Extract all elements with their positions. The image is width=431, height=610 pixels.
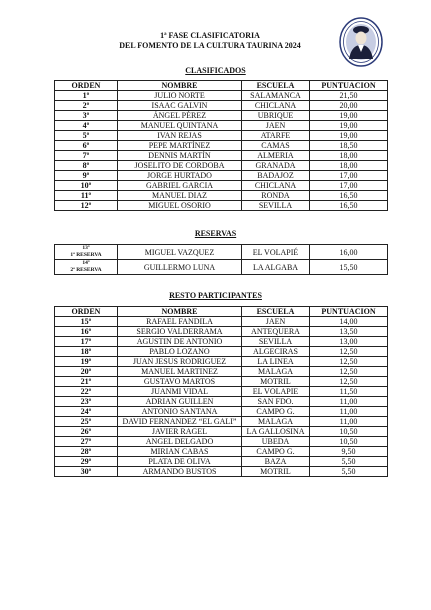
table-row (55, 407, 388, 417)
nombre-cell: JAVIER RAGEL (118, 427, 242, 437)
table-row (55, 397, 388, 407)
table-row (55, 181, 388, 191)
puntuacion-cell: 11,00 (310, 397, 388, 407)
escuela-cell: MOTRIL (242, 377, 310, 387)
table-row (55, 467, 388, 477)
document-title-line2: DEL FOMENTO DE LA CULTURA TAURINA 2024 (119, 41, 301, 50)
table-row (55, 171, 388, 181)
orden-cell: 16º (55, 327, 118, 337)
nombre-cell: JUAN JESUS RODRIGUEZ (118, 357, 242, 367)
puntuacion-cell: 5,50 (310, 457, 388, 467)
table-row (55, 417, 388, 427)
reserve-row (55, 260, 388, 275)
table-row (55, 337, 388, 347)
puntuacion-cell: 21,50 (310, 91, 388, 101)
puntuacion-cell: 9,50 (310, 447, 388, 457)
table-row (55, 327, 388, 337)
puntuacion-cell: 19,00 (310, 131, 388, 141)
puntuacion-cell: 13,00 (310, 337, 388, 347)
table-row (55, 161, 388, 171)
escuela-cell: MOTRIL (242, 467, 310, 477)
orden-cell: 7º (55, 151, 118, 161)
orden-cell: 30º (55, 467, 118, 477)
nombre-cell: ARMANDO BUSTOS (118, 467, 242, 477)
puntuacion-cell: 18,50 (310, 141, 388, 151)
orden-cell: 15º (55, 317, 118, 327)
reserve-position: 14º (82, 260, 90, 266)
escuela-cell: LA ALGABA (242, 260, 310, 275)
column-header-escuela: ESCUELA (242, 307, 310, 317)
escuela-cell: CAMAS (242, 141, 310, 151)
puntuacion-cell: 19,00 (310, 111, 388, 121)
orden-cell: 9º (55, 171, 118, 181)
reserve-label: 1ª RESERVA (70, 252, 102, 258)
table-row (55, 151, 388, 161)
nombre-cell: JOSELITO DE CORDOBA (118, 161, 242, 171)
orden-cell: 3º (55, 111, 118, 121)
column-header-puntuacion: PUNTUACION (310, 81, 388, 91)
table-row (55, 191, 388, 201)
escuela-cell: SEVILLA (242, 337, 310, 347)
puntuacion-cell: 16,00 (310, 245, 388, 260)
puntuacion-cell: 5,50 (310, 467, 388, 477)
nombre-cell: DENNIS MARTÍN (118, 151, 242, 161)
puntuacion-cell: 11,50 (310, 387, 388, 397)
orden-cell: 10º (55, 181, 118, 191)
orden-cell: 17º (55, 337, 118, 347)
puntuacion-cell: 12,50 (310, 367, 388, 377)
orden-cell: 6º (55, 141, 118, 151)
escuela-cell: CHICLANA (242, 101, 310, 111)
orden-cell: 5º (55, 131, 118, 141)
nombre-cell: ANGEL DELGADO (118, 437, 242, 447)
nombre-cell: MIGUEL VAZQUEZ (118, 245, 242, 260)
table-header-row (55, 81, 388, 91)
puntuacion-cell: 10,50 (310, 437, 388, 447)
escuela-cell: SEVILLA (242, 201, 310, 211)
column-header-nombre: NOMBRE (118, 81, 242, 91)
escuela-cell: CAMPO G. (242, 447, 310, 457)
puntuacion-cell: 19,00 (310, 121, 388, 131)
escuela-cell: JAEN (242, 121, 310, 131)
escuela-cell: BAZA (242, 457, 310, 467)
nombre-cell: RAFAEL FANDILA (118, 317, 242, 327)
orden-cell: 20º (55, 367, 118, 377)
table-row (55, 111, 388, 121)
column-header-orden: ORDEN (55, 307, 118, 317)
escuela-cell: GRANADA (242, 161, 310, 171)
escuela-cell: LA GALLOSINA (242, 427, 310, 437)
orden-cell (55, 260, 118, 275)
table-row (55, 131, 388, 141)
nombre-cell: PLATA DE OLIVA (118, 457, 242, 467)
escuela-cell: UBRIQUE (242, 111, 310, 121)
escuela-cell: BADAJOZ (242, 171, 310, 181)
nombre-cell: MIGUEL OSORIO (118, 201, 242, 211)
nombre-cell: ISAAC GALVIN (118, 101, 242, 111)
escuela-cell: ATARFE (242, 131, 310, 141)
escuela-cell: MALAGA (242, 417, 310, 427)
table-row (55, 427, 388, 437)
escuela-cell: EL VOLAPIE (242, 387, 310, 397)
table-row (55, 101, 388, 111)
puntuacion-cell: 18,00 (310, 161, 388, 171)
column-header-escuela: ESCUELA (242, 81, 310, 91)
table-row (55, 201, 388, 211)
orden-cell: 11º (55, 191, 118, 201)
nombre-cell: JULIO NORTE (118, 91, 242, 101)
reserve-row (55, 245, 388, 260)
clasificados-table (54, 80, 388, 211)
puntuacion-cell: 17,00 (310, 181, 388, 191)
puntuacion-cell: 17,00 (310, 171, 388, 181)
nombre-cell: IVAN REJAS (118, 131, 242, 141)
orden-cell: 24º (55, 407, 118, 417)
orden-cell: 29º (55, 457, 118, 467)
nombre-cell: JUANMI VIDAL (118, 387, 242, 397)
orden-cell: 12º (55, 201, 118, 211)
nombre-cell: PEPE MARTÍNEZ (118, 141, 242, 151)
puntuacion-cell: 13,50 (310, 327, 388, 337)
orden-cell: 18º (55, 347, 118, 357)
table-row (55, 141, 388, 151)
reservas-table (54, 244, 388, 275)
nombre-cell: ANTONIO SANTANA (118, 407, 242, 417)
puntuacion-cell: 20,00 (310, 101, 388, 111)
escuela-cell: MALAGA (242, 367, 310, 377)
table-header-row (55, 307, 388, 317)
nombre-cell: MIRIAN CABAS (118, 447, 242, 457)
nombre-cell: SERGIO VALDERRAMA (118, 327, 242, 337)
orden-cell: 26º (55, 427, 118, 437)
section-title-clasificados: CLASIFICADOS (185, 66, 246, 75)
puntuacion-cell: 14,00 (310, 317, 388, 327)
column-header-nombre: NOMBRE (118, 307, 242, 317)
escuela-cell: ALGECIRAS (242, 347, 310, 357)
column-header-puntuacion: PUNTUACION (310, 307, 388, 317)
nombre-cell: MANUEL DIAZ (118, 191, 242, 201)
puntuacion-cell: 18,00 (310, 151, 388, 161)
puntuacion-cell: 12,50 (310, 377, 388, 387)
reserve-label: 2ª RESERVA (70, 267, 102, 273)
puntuacion-cell: 12,50 (310, 347, 388, 357)
escuela-cell: UBEDA (242, 437, 310, 447)
escuela-cell: LA LINEA (242, 357, 310, 367)
nombre-cell: DAVID FERNANDEZ “EL GALI” (118, 417, 242, 427)
bullfighter-portrait-seal-icon (339, 17, 383, 67)
nombre-cell: GUILLERMO LUNA (118, 260, 242, 275)
nombre-cell: PABLO LOZANO (118, 347, 242, 357)
table-row (55, 367, 388, 377)
escuela-cell: EL VOLAPIÉ (242, 245, 310, 260)
puntuacion-cell: 10,50 (310, 427, 388, 437)
escuela-cell: SAN FDO. (242, 397, 310, 407)
orden-cell: 21º (55, 377, 118, 387)
nombre-cell: MANUEL QUINTANA (118, 121, 242, 131)
column-header-orden: ORDEN (55, 81, 118, 91)
reserve-position: 13º (82, 245, 90, 251)
escuela-cell: SALAMANCA (242, 91, 310, 101)
escuela-cell: CHICLANA (242, 181, 310, 191)
table-row (55, 437, 388, 447)
escuela-cell: ANTEQUERA (242, 327, 310, 337)
puntuacion-cell: 11,00 (310, 417, 388, 427)
table-row (55, 387, 388, 397)
escuela-cell: RONDA (242, 191, 310, 201)
table-row (55, 317, 388, 327)
table-row (55, 457, 388, 467)
table-row (55, 447, 388, 457)
nombre-cell: ÁNGEL PÉREZ (118, 111, 242, 121)
orden-cell: 23º (55, 397, 118, 407)
section-title-resto: RESTO PARTICIPANTES (169, 291, 262, 300)
orden-cell: 4º (55, 121, 118, 131)
puntuacion-cell: 11,00 (310, 407, 388, 417)
orden-cell: 27º (55, 437, 118, 447)
orden-cell (55, 245, 118, 260)
puntuacion-cell: 16,50 (310, 201, 388, 211)
escuela-cell: ALMERIA (242, 151, 310, 161)
document-title-line1: 1ª FASE CLASIFICATORIA (160, 31, 260, 40)
table-row (55, 121, 388, 131)
nombre-cell: AGUSTIN DE ANTONIO (118, 337, 242, 347)
puntuacion-cell: 15,50 (310, 260, 388, 275)
nombre-cell: ADRIAN GUILLEN (118, 397, 242, 407)
nombre-cell: GABRIEL GARCIA (118, 181, 242, 191)
orden-cell: 2º (55, 101, 118, 111)
orden-cell: 22º (55, 387, 118, 397)
puntuacion-cell: 16,50 (310, 191, 388, 201)
orden-cell: 1º (55, 91, 118, 101)
puntuacion-cell: 12,50 (310, 357, 388, 367)
table-row (55, 377, 388, 387)
orden-cell: 28º (55, 447, 118, 457)
table-row (55, 357, 388, 367)
escuela-cell: CAMPO G. (242, 407, 310, 417)
orden-cell: 25º (55, 417, 118, 427)
section-title-reservas: RESERVAS (194, 229, 237, 238)
table-row (55, 347, 388, 357)
resto-participantes-table (54, 306, 388, 477)
escuela-cell: JAEN (242, 317, 310, 327)
nombre-cell: MANUEL MARTINEZ (118, 367, 242, 377)
nombre-cell: JORGE HURTADO (118, 171, 242, 181)
orden-cell: 19º (55, 357, 118, 367)
table-row (55, 91, 388, 101)
orden-cell: 8º (55, 161, 118, 171)
nombre-cell: GUSTAVO MARTOS (118, 377, 242, 387)
